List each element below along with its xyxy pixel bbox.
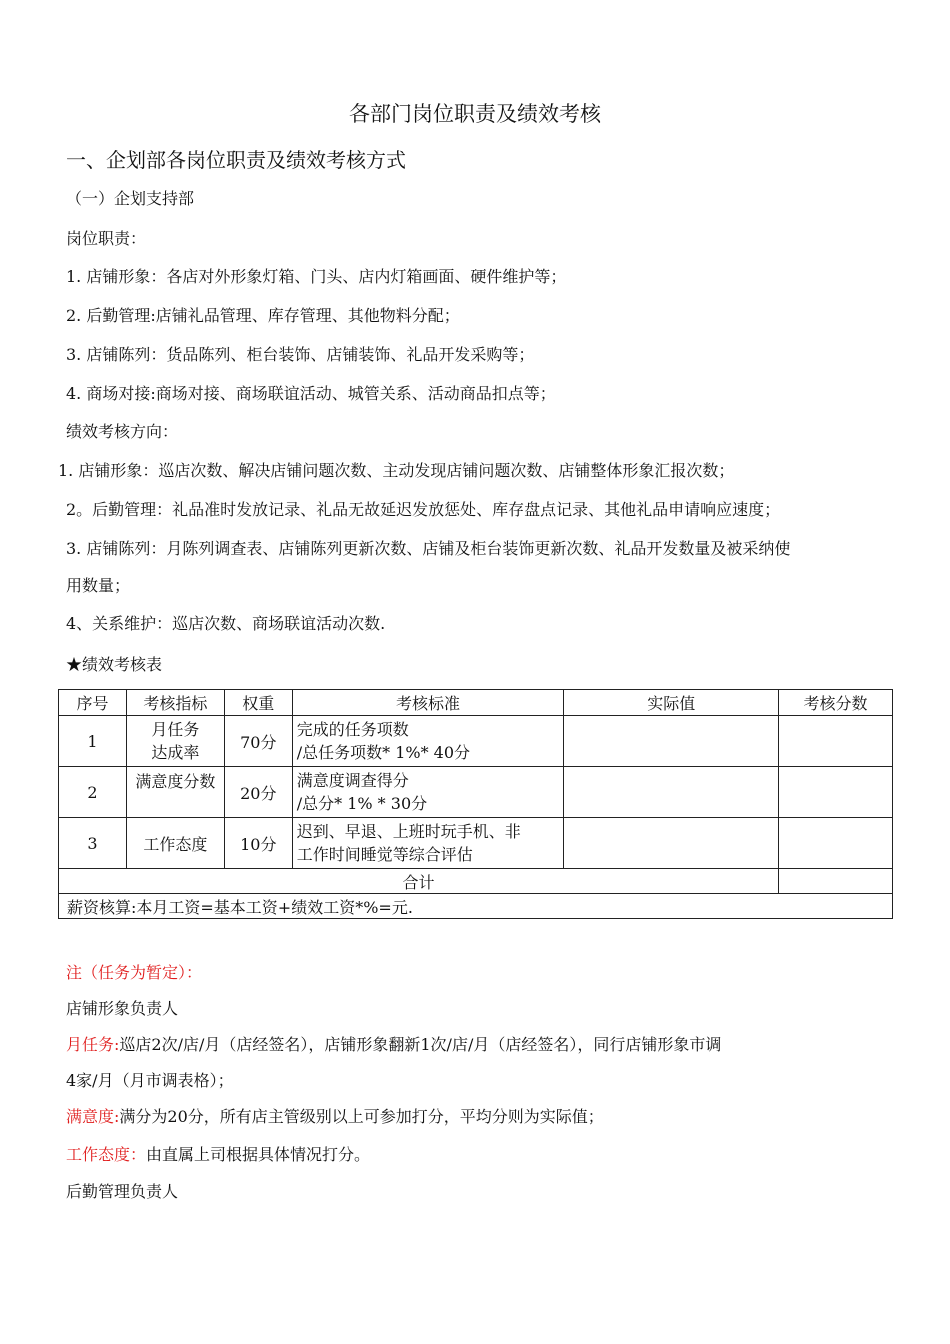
section-heading: 一、企划部各岗位职责及绩效考核方式 <box>66 148 406 172</box>
monthly-task-line <box>66 1032 721 1055</box>
criteria-line: 满意度调查得分 <box>296 771 409 790</box>
row-weight: 70分 <box>224 716 292 767</box>
header-weight: 权重 <box>224 690 292 716</box>
total-label: 合计 <box>59 869 779 894</box>
header-criteria: 考核标准 <box>292 690 564 716</box>
table-row <box>59 767 893 818</box>
perf-item-continued: 用数量； <box>66 576 131 595</box>
perf-item: 2。后勤管理：礼品准时发放记录、礼品无故延迟发放惩处、库存盘点记录、其他礼品申请响应速度； <box>66 500 781 519</box>
total-score[interactable] <box>779 869 893 894</box>
monthly-task-text: 巡店2次/店/月（店经签名），店铺形象翻新1次/店/月（店经签名），同行店铺形象市调 <box>119 1035 722 1054</box>
row-actual[interactable] <box>564 767 779 818</box>
indicator-line: 月任务 <box>151 720 200 739</box>
row-actual[interactable] <box>564 716 779 767</box>
criteria-line: 迟到、早退、上班时玩手机、非 <box>296 822 521 841</box>
row-no: 2 <box>59 767 127 818</box>
table-title: ★绩效考核表 <box>66 655 163 674</box>
satisfaction-text: 满分为20分，所有店主管级别以上可参加打分，平均分则为实际值； <box>119 1107 604 1126</box>
row-criteria <box>292 767 564 818</box>
perf-item: 1. 店铺形象：巡店次数、解决店铺问题次数、主动发现店铺问题次数、店铺整体形象汇报次数； <box>58 461 735 480</box>
perf-item: 4、关系维护：巡店次数、商场联谊活动次数. <box>66 614 386 633</box>
salary-formula: 薪资核算:本月工资=基本工资+绩效工资*%=元. <box>59 894 893 919</box>
row-criteria <box>292 716 564 767</box>
duty-item: 4. 商场对接:商场对接、商场联谊活动、城管关系、活动商品扣点等； <box>66 384 556 403</box>
satisfaction-line <box>66 1104 604 1127</box>
attitude-label: 工作态度： <box>66 1145 147 1164</box>
header-indicator: 考核指标 <box>126 690 224 716</box>
perf-item: 3. 店铺陈列：月陈列调查表、店铺陈列更新次数、店铺及柜台装饰更新次数、礼品开发数量及被采纳使 <box>66 539 791 558</box>
duty-item: 1. 店铺形象：各店对外形象灯箱、门头、店内灯箱画面、硬件维护等； <box>66 267 567 286</box>
monthly-task-continued: 4家/月（月市调表格）； <box>66 1071 234 1090</box>
row-no: 1 <box>59 716 127 767</box>
criteria-line: 工作时间睡觉等综合评估 <box>296 845 473 864</box>
note-heading: 注（任务为暂定）： <box>66 963 203 982</box>
subsection-heading: （一）企划支持部 <box>66 189 195 208</box>
criteria-line: /总任务项数* 1%* 40分 <box>296 743 471 762</box>
row-indicator: 满意度分数 <box>126 767 224 818</box>
row-actual[interactable] <box>564 818 779 869</box>
attitude-line <box>66 1142 370 1165</box>
owner-heading: 店铺形象负责人 <box>66 999 179 1018</box>
row-weight: 20分 <box>224 767 292 818</box>
duty-item: 2. 后勤管理:店铺礼品管理、库存管理、其他物料分配； <box>66 306 460 325</box>
header-actual: 实际值 <box>564 690 779 716</box>
criteria-line: /总分* 1% * 30分 <box>296 794 428 813</box>
row-score[interactable] <box>779 767 893 818</box>
owner-heading: 后勤管理负责人 <box>66 1182 179 1201</box>
row-indicator <box>126 716 224 767</box>
document-title: 各部门岗位职责及绩效考核 <box>349 102 601 126</box>
table-row <box>59 818 893 869</box>
monthly-task-label: 月任务: <box>66 1035 120 1054</box>
total-row <box>59 869 893 894</box>
header-score: 考核分数 <box>779 690 893 716</box>
row-no: 3 <box>59 818 127 869</box>
row-indicator: 工作态度 <box>126 818 224 869</box>
table-row <box>59 716 893 767</box>
duty-item: 3. 店铺陈列：货品陈列、柜台装饰、店铺装饰、礼品开发采购等； <box>66 345 535 364</box>
perf-heading: 绩效考核方向： <box>66 422 179 441</box>
salary-row <box>59 894 893 919</box>
table-header-row <box>59 690 893 716</box>
satisfaction-label: 满意度: <box>66 1107 120 1126</box>
criteria-line: 完成的任务项数 <box>296 720 409 739</box>
row-criteria <box>292 818 564 869</box>
row-score[interactable] <box>779 818 893 869</box>
header-no: 序号 <box>59 690 127 716</box>
performance-table <box>58 689 893 919</box>
duties-heading: 岗位职责： <box>66 229 147 248</box>
row-weight: 10分 <box>224 818 292 869</box>
indicator-line: 达成率 <box>151 743 200 762</box>
attitude-text: 由直属上司根据具体情况打分。 <box>146 1145 371 1164</box>
row-score[interactable] <box>779 716 893 767</box>
